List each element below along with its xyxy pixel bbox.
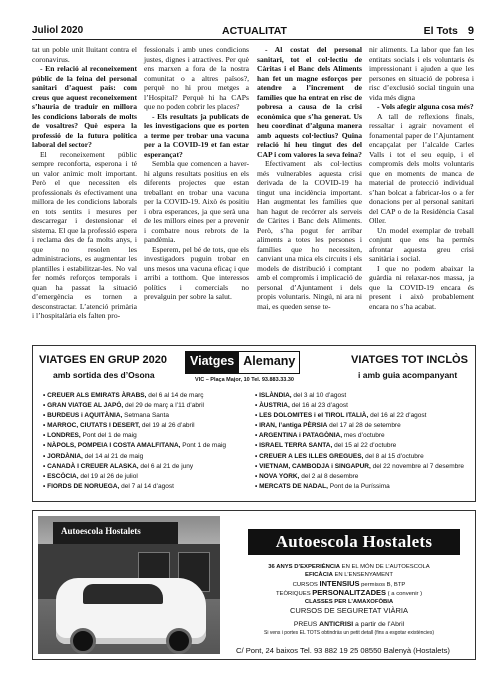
article-column-4 <box>369 45 474 311</box>
trip-item: • LES DOLOMITES i el TIROL ITALIÀ, del 16 al 22 d’agost <box>255 411 464 421</box>
publication-name: El Tots 9 <box>423 25 474 37</box>
article-paragraph: Sembla que comencen a haver-hi alguns resultats positius en els diferents projectes que estan treballant en trobar una vacuna per la COVID-19. Això és positiu i obra esperances, ja que serà una de les millors eines per a prevenir i combatre nous rebrots de la pandèmia. <box>144 159 249 244</box>
trip-item: • CREUER ALS EMIRATS ÀRABS, del 6 al 14 de març <box>43 391 226 401</box>
experience-line: 36 ANYS D’EXPERIÈNCIA EN EL MÓN DE L’AUTOESCOLA <box>268 564 430 570</box>
trip-item: • ISLÀNDIA, del 3 al 10 d’agost <box>255 391 464 401</box>
trip-list-left <box>43 391 226 492</box>
trip-list-right <box>255 391 464 492</box>
trip-item: • MARROC, CIUTATS I DESERT, del 19 al 26 d’abril <box>43 421 226 431</box>
article-paragraph: Un model exemplar de treball conjunt que ens ha permès afrontar aquesta greu crisi sanitària i social. <box>369 225 474 263</box>
article-paragraph: Efectivament als col·lectius més vulnerables aquesta crisi derivada de la COVID-19 ha tingut una incidència important. Han augmentat les famílies que han hagut de recórrer als serveis de Càrites i Banc dels Aliments. Però, s’ha pogut fer arribar aliments a totes les persones i famílies que ho necessiten, canviant una mica els circuits i els models de distribució i comptant amb el compromís i implicació de personal d’Ajuntament i dels propis voluntaris. Ningú, ni ara ni mai, es queden sense te- <box>257 159 362 311</box>
trip-item: • NÀPOLS, POMPEIA I COSTA AMALFITANA, Pont 1 de maig <box>43 441 226 451</box>
storefront-photo <box>38 516 220 654</box>
school-contact: C/ Pont, 24 baixos Tel. 93 882 19 25 08550 Balenyà (Hostalets) <box>236 646 450 655</box>
intensive-courses-line: CURSOS INTENSIUS permisos B, BTP <box>292 579 406 588</box>
efficiency-line: EFICÀCIA EN L’ENSENYAMENT <box>305 572 393 578</box>
trip-item: • NOVA YORK, del 2 al 8 desembre <box>255 472 464 482</box>
prices-line: PREUS ANTICRISI a partir de l’Abril <box>293 621 405 628</box>
group-trips-subtitle: amb sortida des d’Osona <box>53 370 155 380</box>
driving-school-ad <box>32 510 476 660</box>
trip-item: • ÀUSTRIA, del 16 al 23 d’agost <box>255 401 464 411</box>
section-name: ACTUALITAT <box>222 25 287 37</box>
page-number: 9 <box>467 25 474 37</box>
trip-item: • IRAN, l’antiga PÈRSIA del 17 al 28 de setembre <box>255 421 464 431</box>
article-paragraph: El reconeixement públic sempre reconforta, esperona i té un valor anímic molt important. Però el que necessiten els professionals és efectivament una millora de les condicions laborals en tots sentits i mesures per descarregar i destensionar el sistema. El que la professió espera i reclama des de fa molts anys, i que no resolen les administracions, es augmentar les plantilles i estabilitzar-les. No val fer només reforços temporals i quan ha passat la situació d’emergència es tornen a desconstractar. L’atenció primària i l’hospitalària els falten pro- <box>32 149 137 320</box>
group-trips-title: VIATGES EN GRUP 2020 <box>39 354 167 366</box>
trip-item: • MERCATS DE NADAL, Pont de la Puríssima <box>255 482 464 492</box>
article-column-3 <box>257 45 362 311</box>
article-column-2 <box>144 45 249 302</box>
trip-item: • JORDÀNIA, del 14 al 21 de maig <box>43 452 226 462</box>
trip-item: • ESCÒCIA, del 19 al 26 de juliol <box>43 472 226 482</box>
trip-item: • VIETNAM, CAMBODJA i SINGAPUR, del 22 novembre al 7 desembre <box>255 462 464 472</box>
article-paragraph: Esperem, pel bé de tots, que els investigadors puguin trobar en uns mesos una vacuna eficaç i que arribi a totthom. Que interessos polítics i comercials no prevalguin per sobre la salut. <box>144 244 249 301</box>
amaxophobia-line: CLASSES PER L’AMAXOFÒBIA <box>304 599 394 605</box>
logo-word-1: Viatges <box>185 351 238 374</box>
article-paragraph: A tall de reflexions finals, ressaltar i agrair novament el fonamental paper de l’Ajuntament encapçalat per l’alcalde Carles Valls i tot el seu equip, i el compromís dels molts voluntaris que en moments de manca de material de protecció individual s’han bolcat a fabricar-los o a fer donacions per al personal sanitari del CAP o de la Residència Casal Oller. <box>369 111 474 225</box>
page-header <box>32 25 474 40</box>
article-columns <box>32 45 474 335</box>
article-paragraph: fessionals i amb unes condicions justes, dignes i atractives. Per què ens marxen a fora de la nostra comunitat o a altres països?, perquè no hi prou metges a l’Hospital? Perquè hi ha CAPs que no poden cobrir les places? <box>144 45 249 111</box>
trip-item: • BURDEUS i AQUITÀNIA, Setmana Santa <box>43 411 226 421</box>
agency-logo <box>185 351 315 374</box>
trip-item: • ARGENTINA i PATAGÒNIA, mes d’octubre <box>255 431 464 441</box>
trip-item: • CREUER A LES ILLES GREGUES, del 8 al 15 d’octubre <box>255 452 464 462</box>
theory-line: TEÒRIQUES PERSONALITZADES ( a convenir ) <box>275 588 423 597</box>
promo-line: Si vens i portes EL TOTS obtindràs un petit detall (fins a esgotar existències) <box>264 630 434 636</box>
road-safety-line: CURSOS DE SEGURETAT VIÀRIA <box>290 606 408 615</box>
interview-question: - Els resultats ja publicats de les investigacions que es porten a terme per trobar una vacuna per a la COVID-19 et fan estar esperançat? <box>144 111 249 159</box>
all-inclusive-title: VIATGES TOT INCLÒS <box>351 354 468 366</box>
logo-word-2: Alemany <box>238 351 300 374</box>
car-wheel <box>70 628 96 654</box>
article-paragraph: I que no podem abaixar la guàrdia ni relaxar-nos massa, ja que la COVID-19 encara és present i això probablement encara no s’ha acabat. <box>369 263 474 311</box>
travel-ad <box>32 345 476 502</box>
trip-item: • FIORDS DE NORUEGA, del 7 al 14 d’agost <box>43 482 226 492</box>
all-inclusive-subtitle: i amb guia acompanyant <box>358 370 458 380</box>
issue-date: Juliol 2020 <box>32 25 84 36</box>
school-name: Autoescola Hostalets <box>248 529 460 555</box>
trip-item: • ISRAEL TERRA SANTA, del 15 al 22 d’octubre <box>255 441 464 451</box>
article-paragraph: nir aliments. La labor que fan les entitats socials i els voluntaris és impressionant i ajuden a que les persones en situació de pobresa i risc d’exclusió social tinguin una vida més digna <box>369 45 474 102</box>
interview-question: - En relació al reconeixement públic de la feina del personal sanitari d’aquest país: com creus que aquest reconeixement s’hauria de traduir en millora les condicions laborals de molts de vosaltres? Què espera la professió de la futura política laboral del sector? <box>32 64 137 149</box>
interview-question: - Al costat del personal sanitari, tot el col·lectiu de Càritas i el Banc dels Aliments han fet un magne esforços per atendre a l’increment de famílies que ha entrat en risc de pobresa a causa de la crisi econòmica que s’ha generat. Us heu coordinat d’alguna manera amb aquests col·lectius? Quina relació hi heu tingut des del CAP i com valores la seva feina? <box>257 45 362 159</box>
agency-address: VIC – Plaça Major, 10 Tel. 93.883.33.30 <box>195 377 294 383</box>
car-window <box>83 584 163 604</box>
trip-item: • LONDRES, Pont del 1 de maig <box>43 431 226 441</box>
storefront-sign: Autoescola Hostalets <box>53 522 178 544</box>
trip-item: • CANADÀ I CREUER ALASKA, del 6 al 21 de juny <box>43 462 226 472</box>
interview-question: - Vols afegir alguna cosa més? <box>377 102 474 111</box>
article-column-1 <box>32 45 137 321</box>
car-wheel <box>166 628 192 654</box>
trip-item: • GRAN VIATGE AL JAPÓ, del 29 de març a l’11 d’abril <box>43 401 226 411</box>
article-paragraph: tat un poble unit lluitant contra el coronavirus. <box>32 45 137 64</box>
